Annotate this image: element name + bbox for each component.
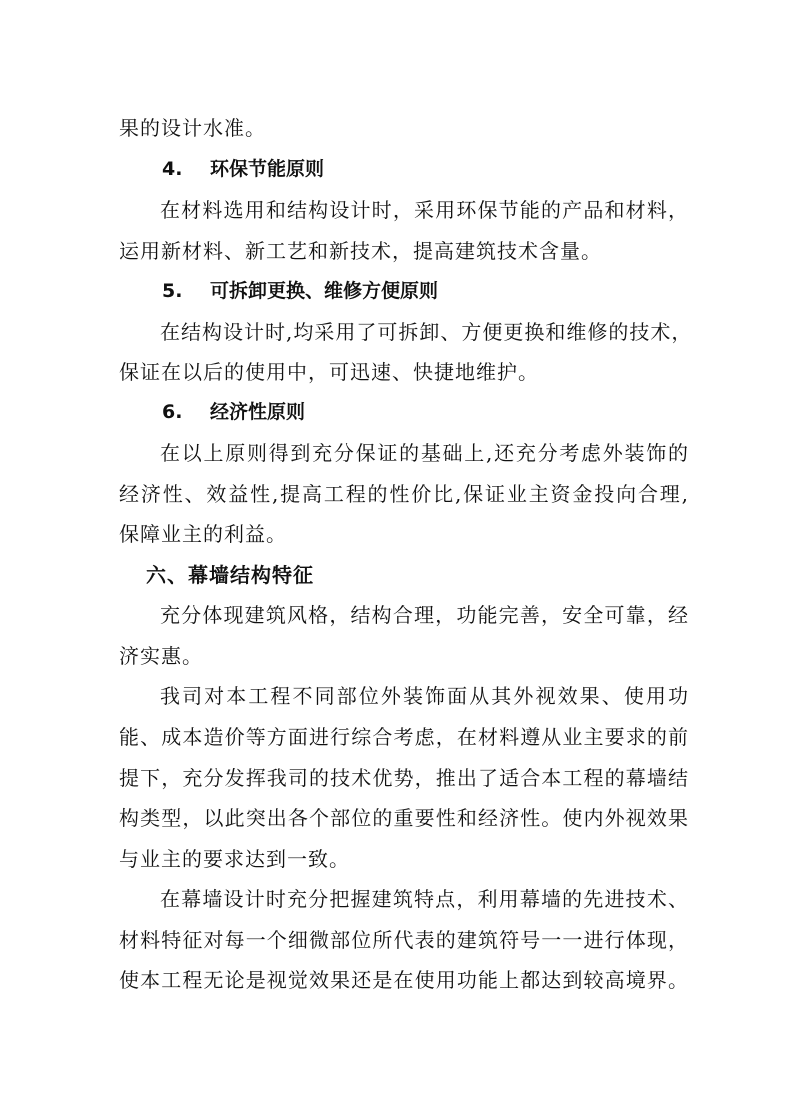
paragraph-line: 经济性、效益性,提高工程的性价比,保证业主资金投向合理, [119,482,689,506]
subheading-4 [162,155,324,183]
subheading-title: 可拆卸更换、维修方便原则 [210,280,439,302]
paragraph-line: 保障业主的利益。 [119,522,287,546]
paragraph-line: 构类型，以此突出各个部位的重要性和经济性。使内外视效果 [119,806,689,830]
paragraph-line: 在以上原则得到充分保证的基础上,还充分考虑外装饰的 [160,441,689,465]
subheading-title: 经济性原则 [210,401,306,423]
subheading-5 [162,277,438,305]
paragraph-line: 济实惠。 [119,644,203,668]
subheading-6 [162,398,305,426]
subheading-title: 环保节能原则 [210,158,325,180]
subheading-number: 5. [162,280,183,302]
paragraph-line: 充分体现建筑风格，结构合理，功能完善，安全可靠，经 [160,603,689,627]
paragraph-line: 果的设计水准。 [119,116,266,140]
paragraph-line: 在结构设计时,均采用了可拆卸、方便更换和维修的技术， [160,320,693,344]
paragraph-line: 提下，充分发挥我司的技术优势，推出了适合本工程的幕墙结 [119,766,689,790]
paragraph-line: 我司对本工程不同部位外装饰面从其外视效果、使用功 [160,684,689,708]
paragraph-line: 在材料选用和结构设计时，采用环保节能的产品和材料， [160,198,689,222]
paragraph-line: 材料特征对每一个细微部位所代表的建筑符号一一进行体现， [119,928,689,952]
subheading-number: 4. [162,158,183,180]
section-heading: 六、幕墙结构特征 [146,563,314,587]
subheading-number: 6. [162,401,183,423]
paragraph-line: 使本工程无论是视觉效果还是在使用功能上都达到较高境界。 [119,968,689,992]
paragraph-line: 与业主的要求达到一致。 [119,847,350,871]
paragraph-line: 运用新材料、新工艺和新技术，提高建筑技术含量。 [119,239,602,263]
paragraph-line: 在幕墙设计时充分把握建筑特点，利用幕墙的先进技术、 [160,887,689,911]
paragraph-line: 能、成本造价等方面进行综合考虑，在材料遵从业主要求的前 [119,725,689,749]
paragraph-line: 保证在以后的使用中，可迅速、快捷地维护。 [119,360,539,384]
